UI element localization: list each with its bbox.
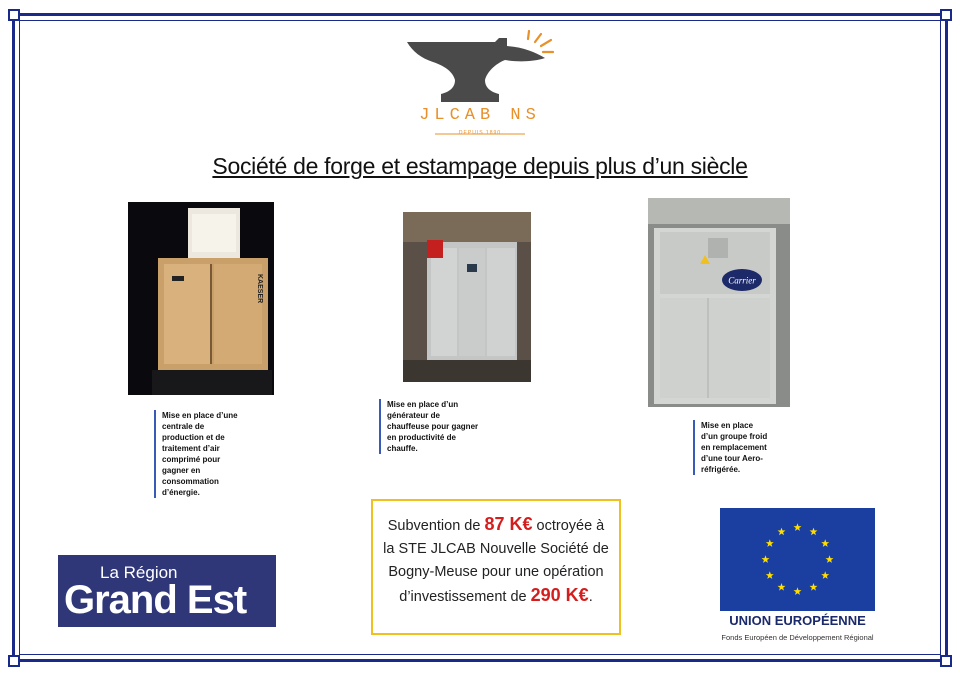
kaeser-label: KAESER (256, 274, 263, 304)
caption-compressor-line: production et de (162, 433, 225, 442)
subvention-text-3: . (588, 589, 593, 605)
caption-compressor-line: traitement d’air (162, 444, 220, 453)
caption-compressor-line: consommation (162, 477, 219, 486)
region-grand-est-logo (58, 555, 276, 627)
caption-compressor-line: centrale de (162, 422, 205, 431)
page-title: Société de forge et estampage depuis plus d’un siècle (212, 153, 748, 179)
heat-generator-photo (403, 212, 531, 382)
chiller-photo (648, 198, 790, 407)
caption-heat-generator-line: chauffe. (387, 444, 418, 453)
eu-label: UNION EUROPÉENNE (729, 613, 866, 628)
caption-compressor (154, 410, 262, 498)
caption-heat-generator-line: chauffeuse pour gagner (387, 422, 479, 431)
caption-compressor-line: comprimé pour (162, 455, 221, 464)
caption-chiller (693, 420, 796, 475)
region-logo-line2: Grand Est (64, 578, 247, 622)
subvention-text-1: Subvention de (387, 518, 485, 534)
region-logo-line1: La Région (100, 563, 178, 582)
caption-chiller-line: d’un groupe froid (701, 432, 768, 441)
investment-amount: 290 K€ (530, 585, 589, 605)
caption-chiller-line: Mise en place (701, 421, 754, 430)
carrier-label: Carrier (728, 275, 756, 286)
frame-corner-top-right (940, 9, 952, 21)
eu-flag-icon (720, 508, 875, 611)
subvention-box (371, 499, 621, 635)
eu-fund-label: Fonds Européen de Développement Régional (721, 633, 874, 642)
company-logo-name: JLCAB NS (419, 106, 541, 125)
frame-corner-bottom-right (940, 655, 952, 667)
caption-chiller-line: en remplacement (701, 443, 767, 452)
caption-heat-generator-line: générateur de (387, 411, 440, 420)
caption-chiller-line: d’une tour Aero- (701, 454, 763, 463)
compressor-photo (128, 202, 274, 395)
frame-corner-bottom-left (8, 655, 20, 667)
caption-heat-generator-line: Mise en place d’un (387, 400, 459, 409)
caption-chiller-line: réfrigérée. (701, 465, 741, 474)
caption-compressor-line: Mise en place d’une (162, 411, 238, 420)
caption-heat-generator (379, 399, 512, 454)
frame-corner-top-left (8, 9, 20, 21)
caption-compressor-line: gagner en (162, 466, 201, 475)
subvention-amount: 87 K€ (484, 514, 533, 534)
caption-compressor-line: d’énergie. (162, 488, 200, 497)
caption-heat-generator-line: en productivité de (387, 433, 456, 442)
company-logo-subtitle: DEPUIS 1890 (458, 130, 502, 136)
subvention-text-2: octroyée à la STE JLCAB Nouvelle Société de Bogny-Meuse pour une opération d’investissement de (383, 518, 609, 605)
